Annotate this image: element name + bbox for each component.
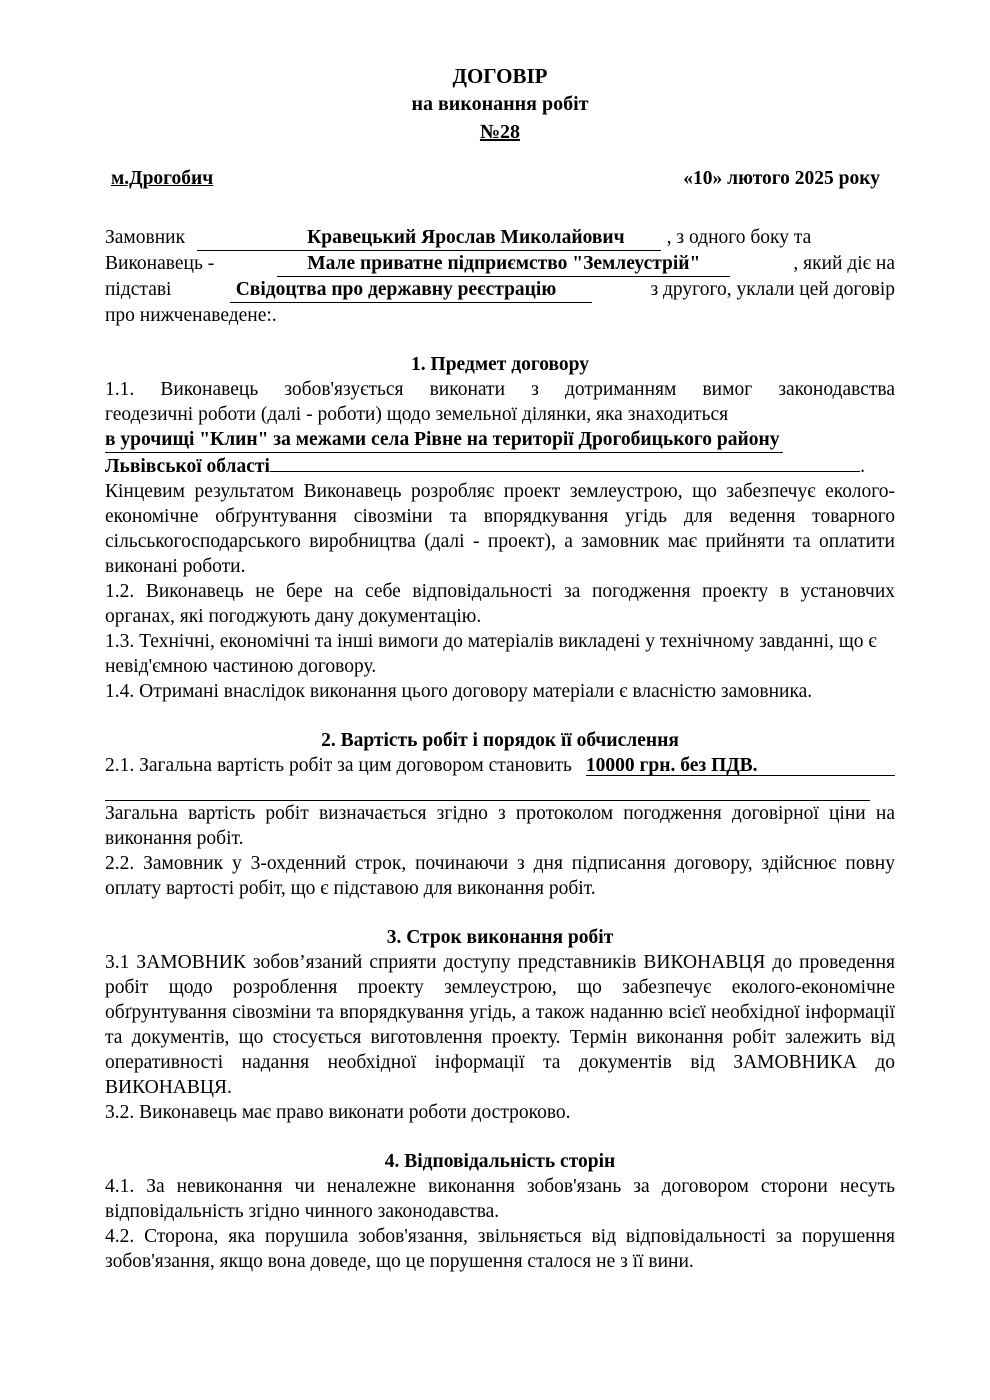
contract-date: «10» лютого 2025 року — [683, 168, 880, 189]
location-line2: Львівської області — [105, 456, 270, 477]
customer-name: Кравецький Ярослав Миколайович — [197, 225, 661, 251]
location-line1: в урочищі "Клин" за межами села Рівне на території Дрогобицького району — [105, 427, 783, 453]
section1-p2: 1.2. Виконавець не бере на себе відповідальності за погодження проекту в установчих органах, які погоджують дану документацію. — [105, 581, 895, 627]
document-content — [105, 62, 895, 1274]
section2-p1-line — [105, 753, 895, 778]
basis-label: підставі — [105, 279, 172, 300]
customer-label: Замовник — [105, 227, 186, 248]
basis-suffix: з другого, уклали цей договір — [650, 279, 895, 300]
contract-amount: 10000 грн. без ПДВ. — [586, 753, 895, 776]
section3-heading: 3. Строк виконання робіт — [386, 927, 614, 948]
customer-line — [105, 225, 895, 251]
city: м.Дрогобич — [111, 168, 214, 189]
location-line2-row — [105, 453, 865, 479]
section2-p1-prefix: 2.1. Загальна вартість робіт за цим договором становить — [105, 755, 572, 776]
document-title: ДОГОВІР — [452, 64, 548, 88]
customer-suffix: , з одного боку та — [666, 227, 812, 248]
section4-p2: 4.2. Сторона, яка порушила зобов'язання, звільняється від відповідальності за порушення зобов'язання, якщо вона доведе, що це порушення сталося не з її вини. — [105, 1226, 895, 1272]
location-line1-wrap — [105, 427, 895, 453]
section4-heading: 4. Відповідальність сторін — [384, 1151, 616, 1172]
section1-p4: 1.4. Отримані внаслідок виконання цього договору матеріали є власністю замовника. — [105, 681, 813, 702]
contractor-label: Виконавець - — [105, 253, 215, 274]
place-date-line — [105, 166, 895, 191]
section1-heading: 1. Предмет договору — [411, 354, 589, 375]
section3-p2: 3.2. Виконавець має право виконати роботи достроково. — [105, 1102, 571, 1123]
section1-p1-rest: Кінцевим результатом Виконавець розробляє проект землеустрою, що забезпечує еколого-економічне обґрунтування сівозміни та впорядкування угідь для ведення товарного сільськогосподарського виробництва (далі - проект), а замовник має прийняти та оплатити виконані роботи. — [105, 481, 895, 577]
section2-p2: 2.2. Замовник у 3-охденний строк, починаючи з дня підписання договору, здійснює повну оплату вартості робіт, що є підставою для виконання робіт. — [105, 853, 895, 899]
document-subtitle: на виконання робіт — [411, 93, 589, 115]
section1-p3: 1.3. Технічні, економічні та інші вимоги до матеріалів викладені у технічному завданні, що є невід'ємною частиною договору. — [105, 631, 877, 677]
section1-p1-line1: 1.1. Виконавець зобов'язується виконати з дотриманням вимог законодавства — [105, 379, 895, 400]
section2-heading: 2. Вартість робіт і порядок її обчислення — [321, 730, 679, 751]
section4-p1: 4.1. За невиконання чи неналежне виконання зобов'язань за договором сторони несуть відповідальність згідно чинного законодавства. — [105, 1176, 895, 1222]
contractor-suffix: , який діє на — [793, 253, 895, 274]
section2-p1-rest: Загальна вартість робіт визначається згідно з протоколом погодження договірної ціни на виконання робіт. — [105, 803, 895, 849]
basis-line — [105, 277, 895, 303]
section1-p1-line2: геодезичні роботи (далі - роботи) щодо земельної ділянки, яка знаходиться — [105, 404, 729, 425]
contractor-name: Мале приватне підприємство "Землеустрій" — [277, 251, 730, 277]
parties-closing: про нижченаведене:. — [105, 305, 277, 326]
amount-fill-line — [105, 778, 870, 801]
basis-name: Свідоцтва про державну реєстрацію — [230, 277, 593, 303]
contractor-line — [105, 251, 895, 277]
location-fill-line — [270, 453, 860, 472]
section3-p1: 3.1 ЗАМОВНИК зобов’язаний сприяти доступу представників ВИКОНАВЦЯ до проведення робіт щодо розроблення проекту землеустрою, що забезпечує еколого-економічне обґрунтування сівозміни та впорядкування угідь, а також наданню всієї необхідної інформації та документів, що стосується виготовлення проекту. Термін виконання робіт залежить від оперативності надання необхідної інформації та документів від ЗАМОВНИКА до ВИКОНАВЦЯ. — [105, 952, 895, 1098]
location-end: . — [860, 456, 865, 477]
document-number: №28 — [479, 121, 521, 143]
